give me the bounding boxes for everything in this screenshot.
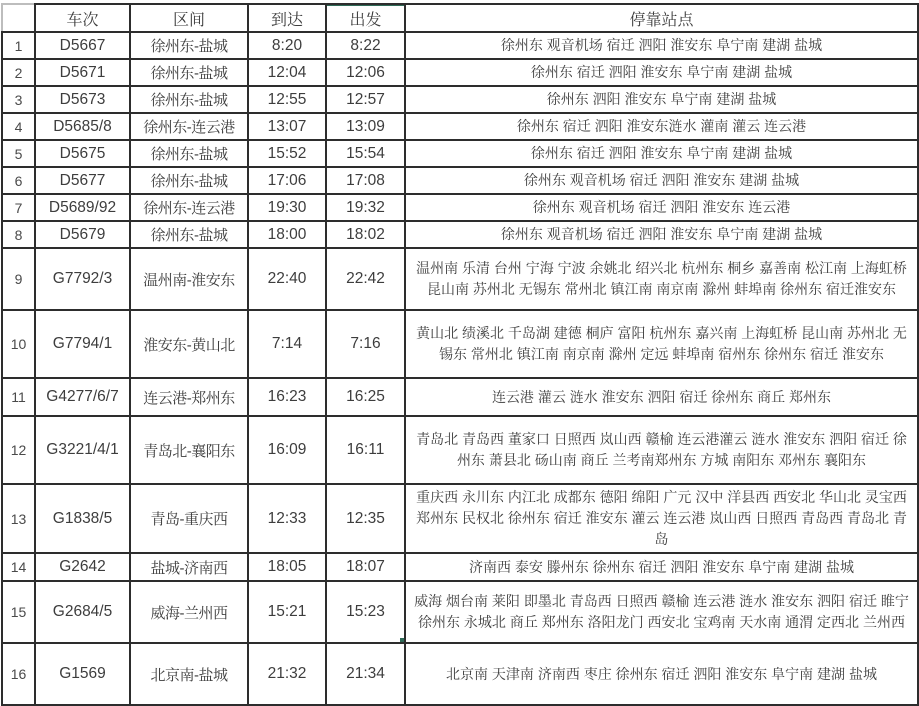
- cell-text: 徐州东-盐城: [150, 65, 228, 82]
- table-row: [2, 378, 918, 416]
- cell-route[interactable]: [130, 581, 248, 643]
- cell-text: 13:09: [346, 117, 385, 135]
- header-row: [2, 4, 918, 32]
- cell-text: 17:08: [346, 171, 385, 189]
- header-train-number[interactable]: [35, 4, 130, 32]
- cell-route[interactable]: [130, 194, 248, 221]
- cell-text: 青岛北-襄阳东: [143, 442, 235, 460]
- cell-text: 11: [11, 389, 26, 405]
- cell-train[interactable]: [35, 113, 130, 140]
- cell-route[interactable]: [130, 484, 248, 553]
- cell-text: 13: [10, 510, 27, 527]
- cell-text: G7792/3: [52, 270, 113, 287]
- cell-arrive[interactable]: [248, 194, 326, 221]
- cell-text: G2684/5: [52, 603, 113, 620]
- cell-text: D5675: [59, 144, 106, 162]
- cell-train[interactable]: [35, 581, 130, 643]
- cell-stops[interactable]: [405, 484, 918, 553]
- cell-text: D5689/92: [48, 198, 117, 216]
- cell-text: G7794/1: [52, 335, 113, 352]
- cell-route[interactable]: [130, 221, 248, 248]
- cell-text: 黄山北 绩溪北 千岛湖 建德 桐庐 富阳 杭州东 嘉兴南 上海虹桥 昆山南 苏州北 无锡东 常州北 镇江南 南京南 滁州 定远 蚌埠南 宿州东 徐州东 宿迁 淮安东: [416, 325, 907, 362]
- cell-text: 15:21: [267, 603, 307, 620]
- cell-text: 连云港-郑州东: [143, 389, 235, 407]
- cell-route[interactable]: [130, 378, 248, 416]
- cell-stops[interactable]: [405, 59, 918, 86]
- header-text: 到达: [270, 11, 303, 29]
- cell-text: 徐州东-盐城: [150, 227, 228, 244]
- cell-text: 21:32: [267, 665, 307, 682]
- cell-no[interactable]: [2, 113, 35, 140]
- cell-text: 12:55: [267, 90, 307, 108]
- cell-arrive[interactable]: [248, 581, 326, 643]
- cell-text: 淮安东-黄山北: [143, 336, 235, 354]
- header-route[interactable]: [130, 4, 248, 32]
- cell-text: 12:35: [346, 509, 385, 527]
- cell-text: 徐州东 观音机场 宿迁 泗阳 淮安东 阜宁南 建湖 盐城: [500, 37, 823, 53]
- cell-stops[interactable]: [405, 32, 918, 59]
- cell-text: G1838/5: [52, 509, 113, 527]
- cell-text: 8:20: [271, 36, 303, 54]
- table-row: [2, 113, 918, 140]
- cell-arrive[interactable]: [248, 310, 326, 378]
- cell-stops[interactable]: [405, 248, 918, 310]
- cell-stops[interactable]: [405, 140, 918, 167]
- cell-text: 徐州东-连云港: [143, 200, 235, 217]
- cell-train[interactable]: [35, 416, 130, 484]
- cell-route[interactable]: [130, 113, 248, 140]
- cell-text: 徐州东 宿迁 泗阳 淮安东 阜宁南 建湖 盐城: [530, 145, 793, 161]
- cell-route[interactable]: [130, 32, 248, 59]
- cell-text: 15:54: [346, 144, 385, 162]
- cell-text: 12:04: [267, 63, 307, 81]
- cell-no[interactable]: [2, 194, 35, 221]
- cell-no[interactable]: [2, 581, 35, 643]
- cell-text: 16:11: [346, 441, 385, 458]
- cell-text: D5673: [59, 90, 106, 108]
- cell-text: G2642: [59, 558, 106, 575]
- cell-depart[interactable]: [326, 643, 405, 705]
- cell-train[interactable]: [35, 643, 130, 705]
- cell-text: 徐州东-连云港: [143, 119, 235, 136]
- cell-text: 4: [14, 118, 23, 135]
- cell-text: 徐州东 观音机场 宿迁 泗阳 淮安东 阜宁南 建湖 盐城: [500, 226, 823, 242]
- cell-depart[interactable]: [326, 113, 405, 140]
- cell-depart[interactable]: [326, 59, 405, 86]
- cell-route[interactable]: [130, 416, 248, 484]
- table-row: [2, 221, 918, 248]
- cell-text: 7: [14, 199, 23, 216]
- cell-text: 青岛-重庆西: [150, 511, 228, 528]
- cell-arrive[interactable]: [248, 113, 326, 140]
- cell-depart[interactable]: [326, 194, 405, 221]
- cell-train[interactable]: [35, 86, 130, 113]
- cell-train[interactable]: [35, 310, 130, 378]
- cell-text: 6: [14, 172, 23, 189]
- cell-route[interactable]: [130, 59, 248, 86]
- cell-stops[interactable]: [405, 310, 918, 378]
- cell-depart[interactable]: [326, 32, 405, 59]
- cell-depart[interactable]: [326, 416, 405, 484]
- cell-train[interactable]: [35, 59, 130, 86]
- cell-stops[interactable]: [405, 553, 918, 581]
- cell-text: 15:52: [267, 144, 307, 162]
- cell-text: 温州南-淮安东: [143, 271, 235, 289]
- cell-arrive[interactable]: [248, 221, 326, 248]
- table-row: [2, 484, 918, 553]
- cell-text: 12:06: [346, 63, 385, 81]
- header-text: 车次: [66, 11, 99, 29]
- selection-column-indicator: [326, 4, 405, 6]
- cell-stops[interactable]: [405, 113, 918, 140]
- cell-text: 徐州东 观音机场 宿迁 泗阳 淮安东 建湖 盐城: [523, 172, 800, 188]
- cell-arrive[interactable]: [248, 32, 326, 59]
- cell-train[interactable]: [35, 32, 130, 59]
- header-text: 出发: [349, 11, 382, 29]
- cell-no[interactable]: [2, 86, 35, 113]
- cell-text: G3221/4/1: [46, 441, 119, 458]
- cell-stops[interactable]: [405, 581, 918, 643]
- cell-arrive[interactable]: [248, 59, 326, 86]
- cell-text: 13:07: [267, 117, 307, 135]
- cell-depart[interactable]: [326, 248, 405, 310]
- header-text: 停靠站点: [629, 11, 694, 29]
- cell-text: 8: [14, 226, 23, 243]
- cell-arrive[interactable]: [248, 553, 326, 581]
- cell-text: 连云港 灌云 涟水 淮安东 泗阳 宿迁 徐州东 商丘 郑州东: [491, 388, 832, 405]
- cell-text: D5671: [59, 63, 106, 81]
- cell-text: G4277/6/7: [46, 388, 119, 405]
- cell-text: 徐州东 泗阳 淮安东 阜宁南 建湖 盐城: [546, 91, 777, 107]
- cell-no[interactable]: [2, 484, 35, 553]
- cell-stops[interactable]: [405, 643, 918, 705]
- cell-depart[interactable]: [326, 221, 405, 248]
- cell-route[interactable]: [130, 140, 248, 167]
- cell-text: 盐城-济南西: [150, 559, 228, 577]
- cell-text: 12:57: [346, 90, 385, 108]
- cell-text: 16:23: [267, 388, 307, 405]
- cell-text: 徐州东 观音机场 宿迁 泗阳 淮安东 连云港: [532, 199, 791, 215]
- cell-stops[interactable]: [405, 167, 918, 194]
- cell-text: 22:40: [267, 270, 307, 287]
- cell-depart[interactable]: [326, 581, 405, 643]
- table-row: [2, 416, 918, 484]
- cell-text: 14: [10, 559, 27, 575]
- cell-text: 济南西 泰安 滕州东 徐州东 宿迁 泗阳 淮安东 阜宁南 建湖 盐城: [468, 558, 854, 575]
- cell-text: 北京南-盐城: [150, 666, 228, 684]
- cell-text: 12: [10, 442, 27, 458]
- cell-text: 21:34: [346, 665, 385, 682]
- cell-depart[interactable]: [326, 140, 405, 167]
- cell-depart[interactable]: [326, 553, 405, 581]
- cell-text: 2: [14, 64, 23, 81]
- cell-text: 9: [14, 271, 23, 287]
- cell-stops[interactable]: [405, 416, 918, 484]
- cell-text: 7:16: [350, 335, 381, 352]
- table-row: [2, 643, 918, 705]
- header-stops[interactable]: [405, 4, 918, 32]
- cell-text: 10: [10, 336, 27, 352]
- cell-route[interactable]: [130, 310, 248, 378]
- cell-text: 威海-兰州西: [150, 604, 228, 622]
- cell-no[interactable]: [2, 221, 35, 248]
- cell-text: 徐州东-盐城: [150, 38, 228, 55]
- cell-text: D5677: [59, 171, 106, 189]
- cell-text: 22:42: [346, 270, 385, 287]
- cell-text: D5685/8: [53, 117, 112, 135]
- header-arrival[interactable]: [248, 4, 326, 32]
- header-departure[interactable]: [326, 4, 405, 32]
- cell-no[interactable]: [2, 140, 35, 167]
- cell-text: 16:09: [267, 441, 307, 458]
- train-schedule-table: [1, 3, 919, 706]
- cell-text: 徐州东 宿迁 泗阳 淮安东 阜宁南 建湖 盐城: [530, 64, 793, 80]
- cell-text: 徐州东 宿迁 泗阳 淮安东涟水 灌南 灌云 连云港: [516, 118, 807, 134]
- table-body: [2, 32, 918, 705]
- cell-text: 8:22: [350, 36, 381, 54]
- table-row: [2, 553, 918, 581]
- cell-text: G1569: [59, 665, 106, 682]
- cell-text: 青岛北 青岛西 董家口 日照西 岚山西 赣榆 连云港灌云 涟水 淮安东 泗阳 宿迁 徐州东 萧县北 砀山南 商丘 兰考南郑州东 方城 南阳东 邓州东 襄阳东: [416, 431, 907, 468]
- table-row: [2, 581, 918, 643]
- cell-text: 3: [14, 91, 23, 108]
- cell-stops[interactable]: [405, 194, 918, 221]
- cell-train[interactable]: [35, 194, 130, 221]
- cell-route[interactable]: [130, 248, 248, 310]
- cell-text: 17:06: [267, 171, 307, 189]
- cell-depart[interactable]: [326, 167, 405, 194]
- cell-text: 7:14: [271, 335, 303, 352]
- header-text: 区间: [172, 11, 205, 29]
- cell-route[interactable]: [130, 86, 248, 113]
- cell-text: 威海 烟台南 莱阳 即墨北 青岛西 日照西 赣榆 连云港 涟水 淮安东 泗阳 宿迁 睢宁 徐州东 永城北 商丘 郑州东 洛阳龙门 西安北 宝鸡南 天水南 通渭 定西北 兰州西: [414, 593, 909, 630]
- cell-text: 18:00: [267, 225, 307, 243]
- table-row: [2, 248, 918, 310]
- cell-arrive[interactable]: [248, 416, 326, 484]
- cell-arrive[interactable]: [248, 643, 326, 705]
- cell-arrive[interactable]: [248, 484, 326, 553]
- table-row: [2, 167, 918, 194]
- cell-arrive[interactable]: [248, 378, 326, 416]
- cell-stops[interactable]: [405, 221, 918, 248]
- cell-text: 温州南 乐清 台州 宁海 宁波 余姚北 绍兴北 杭州东 桐乡 嘉善南 松江南 上海虹桥 昆山南 苏州北 无锡东 常州北 镇江南 南京南 滁州 蚌埠南 徐州东 宿迁淮安东: [416, 260, 907, 297]
- cell-text: 19:32: [346, 198, 385, 216]
- cell-text: 18:02: [346, 225, 385, 243]
- cell-arrive[interactable]: [248, 86, 326, 113]
- cell-no[interactable]: [2, 32, 35, 59]
- cell-train[interactable]: [35, 167, 130, 194]
- cell-arrive[interactable]: [248, 167, 326, 194]
- cell-route[interactable]: [130, 643, 248, 705]
- cell-depart[interactable]: [326, 310, 405, 378]
- cell-depart[interactable]: [326, 378, 405, 416]
- fill-handle[interactable]: [399, 637, 405, 643]
- cell-text: D5667: [59, 36, 106, 54]
- cell-text: 15:23: [346, 603, 385, 620]
- cell-text: 徐州东-盐城: [150, 92, 228, 109]
- cell-no[interactable]: [2, 167, 35, 194]
- cell-depart[interactable]: [326, 484, 405, 553]
- cell-no[interactable]: [2, 378, 35, 416]
- table-row: [2, 310, 918, 378]
- cell-stops[interactable]: [405, 86, 918, 113]
- cell-text: 徐州东-盐城: [150, 173, 228, 190]
- cell-no[interactable]: [2, 643, 35, 705]
- cell-train[interactable]: [35, 484, 130, 553]
- cell-depart[interactable]: [326, 86, 405, 113]
- cell-text: 徐州东-盐城: [150, 146, 228, 163]
- cell-text: 1: [14, 37, 23, 54]
- header-empty-cell[interactable]: [2, 4, 35, 32]
- cell-no[interactable]: [2, 310, 35, 378]
- cell-text: 12:33: [267, 509, 307, 527]
- cell-train[interactable]: [35, 553, 130, 581]
- cell-train[interactable]: [35, 248, 130, 310]
- table-row: [2, 32, 918, 59]
- cell-route[interactable]: [130, 167, 248, 194]
- cell-train[interactable]: [35, 140, 130, 167]
- cell-route[interactable]: [130, 553, 248, 581]
- cell-train[interactable]: [35, 378, 130, 416]
- cell-no[interactable]: [2, 553, 35, 581]
- cell-text: 18:07: [346, 558, 385, 575]
- cell-no[interactable]: [2, 59, 35, 86]
- cell-no[interactable]: [2, 248, 35, 310]
- cell-arrive[interactable]: [248, 140, 326, 167]
- cell-text: 15: [10, 604, 27, 620]
- cell-text: 5: [14, 145, 23, 162]
- cell-text: 16:25: [346, 388, 385, 405]
- cell-text: 16: [10, 666, 27, 682]
- cell-no[interactable]: [2, 416, 35, 484]
- cell-text: D5679: [59, 225, 106, 243]
- cell-arrive[interactable]: [248, 248, 326, 310]
- table-row: [2, 86, 918, 113]
- cell-text: 18:05: [267, 558, 307, 575]
- table-row: [2, 140, 918, 167]
- cell-text: 19:30: [267, 198, 307, 216]
- cell-stops[interactable]: [405, 378, 918, 416]
- cell-text: 北京南 天津南 济南西 枣庄 徐州东 宿迁 泗阳 淮安东 阜宁南 建湖 盐城: [446, 665, 877, 682]
- cell-train[interactable]: [35, 221, 130, 248]
- cell-text: 重庆西 永川东 内江北 成都东 德阳 绵阳 广元 汉中 洋县西 西安北 华山北 灵宝西 郑州东 民权北 徐州东 宿迁 淮安东 灌云 连云港 岚山西 日照西 青岛西 青岛北 青岛: [416, 489, 907, 547]
- table-row: [2, 59, 918, 86]
- table-row: [2, 194, 918, 221]
